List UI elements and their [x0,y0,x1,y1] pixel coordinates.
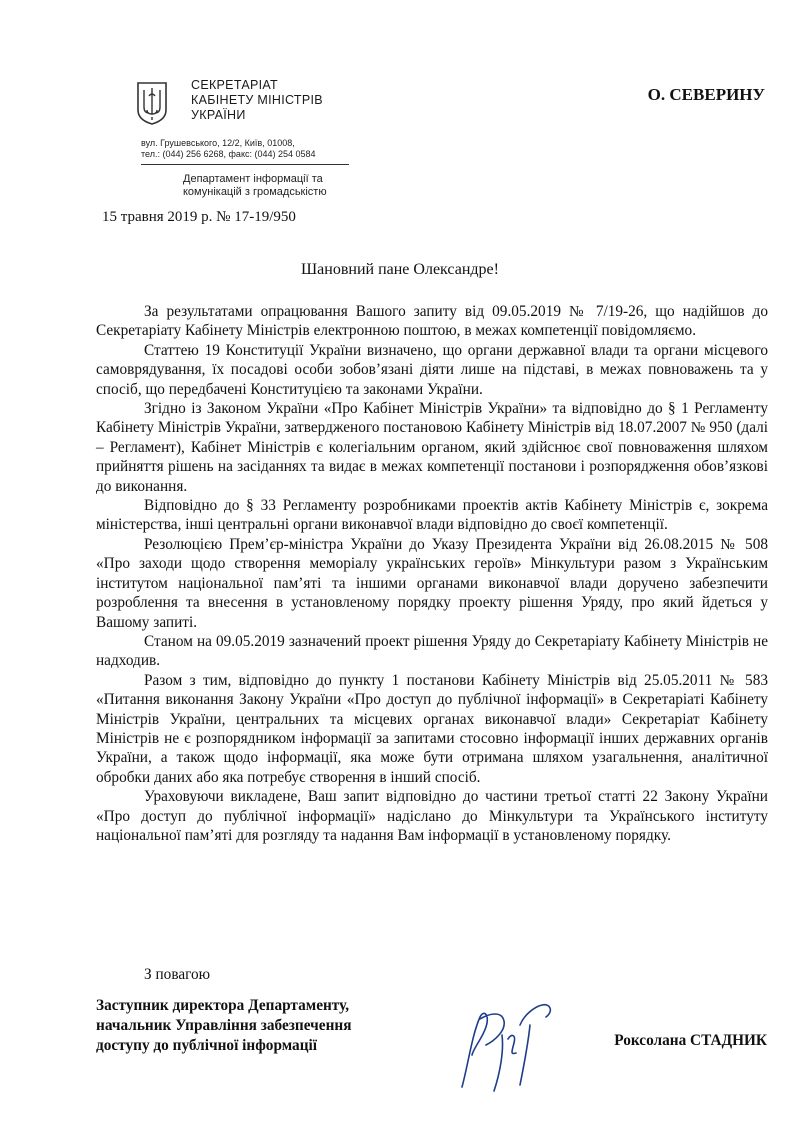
paragraph: Резолюцією Прем’єр-міністра України до Указу Президента України від 26.08.2015 № 508 «Про заходи щодо створення меморіалу українських героїв» Мінкультури разом з Українським інститутом національної пам’яті та іншими органами виконавчої влади доручено забезпечити розроблення та внесення в установленому порядку проекту рішення Уряду, про який йдеться у Вашому запиті. [96,535,768,631]
reference-number: 15 травня 2019 р. № 17-19/950 [102,209,296,225]
paragraph: Згідно із Законом України «Про Кабінет Міністрів України» та відповідно до § 1 Регламенту Кабінету Міністрів України, затвердженого постановою Кабінету Міністрів від 18.07.2007 № 950 (далі – Регламент), Кабінет Міністрів є колегіальним органом, який здійснює свої повноваження шляхом прийняття рішень на засіданнях та видає в межах компетенції постанови і розпорядження обов’язкові до виконання. [96,400,768,495]
address [141,138,381,160]
department-line: комунікацій з громадськістю [183,186,327,198]
department-name [183,173,383,199]
handwritten-signature [450,995,570,1095]
divider [141,164,349,165]
recipient: О. СЕВЕРИНУ [647,85,765,104]
org-name-line: СЕКРЕТАРІАТ [191,78,278,92]
closing: З повагою [144,966,211,983]
salutation: Шановний пане Олександре! [301,261,499,278]
org-name [191,78,391,123]
signer-title-line: начальник Управління забезпечення [96,1017,352,1034]
address-line: вул. Грушевського, 12/2, Київ, 01008, [141,138,295,148]
letter-body [96,302,768,845]
paragraph: За результатами опрацювання Вашого запиту від 09.05.2019 № 7/19-26, що надійшов до Секретаріату Кабінету Міністрів електронною поштою, в межах компетенції повідомляємо. [96,303,768,340]
signer-title-line: доступу до публічної інформації [96,1037,318,1054]
paragraph: Ураховуючи викладене, Ваш запит відповідно до частини третьої статті 22 Закону України «Про доступ до публічної інформації» надіслано до Мінкультури та Українського інституту національної пам’яті для розгляду та надання Вам інформації в установленому порядку. [96,788,768,844]
signer-title-line: Заступник директора Департаменту, [96,997,350,1014]
paragraph: Відповідно до § 33 Регламенту розробниками проектів актів Кабінету Міністрів є, зокрема міністерства, інші центральні органи виконавчої влади відповідно до своєї компетенції. [96,497,768,534]
address-line: тел.: (044) 256 6268, факс: (044) 254 0584 [141,149,316,159]
signer-name: Роксолана СТАДНИК [614,1032,767,1049]
signer-title [96,996,396,1056]
paragraph: Разом з тим, відповідно до пункту 1 постанови Кабінету Міністрів від 25.05.2011 № 583 «Питання виконання Закону України «Про доступ до публічної інформації» в Секретаріаті Кабінету Міністрів України, центральних та місцевих органах виконавчої влади» Секретаріат Кабінету Міністрів не є розпорядником інформації за запитами стосовно інформації інших державних органів України, а також щодо інформації, яка може бути отримана шляхом узагальнення, аналітичної обробки даних або яка потребує створення в інший спосіб. [96,671,768,786]
org-name-line: КАБІНЕТУ МІНІСТРІВ [191,93,323,107]
department-line: Департамент інформації та [183,173,323,185]
org-name-line: УКРАЇНИ [191,108,246,122]
coat-of-arms-icon [135,80,169,126]
paragraph: Станом на 09.05.2019 зазначений проект рішення Уряду до Секретаріату Кабінету Міністрів не надходив. [96,632,768,670]
paragraph: Статтею 19 Конституції України визначено, що органи державної влади та органи місцевого самоврядування, їх посадові особи зобов’язані діяти лише на підставі, в межах повноважень та у спосіб, що передбачені Конституцією та законами України. [96,341,768,398]
